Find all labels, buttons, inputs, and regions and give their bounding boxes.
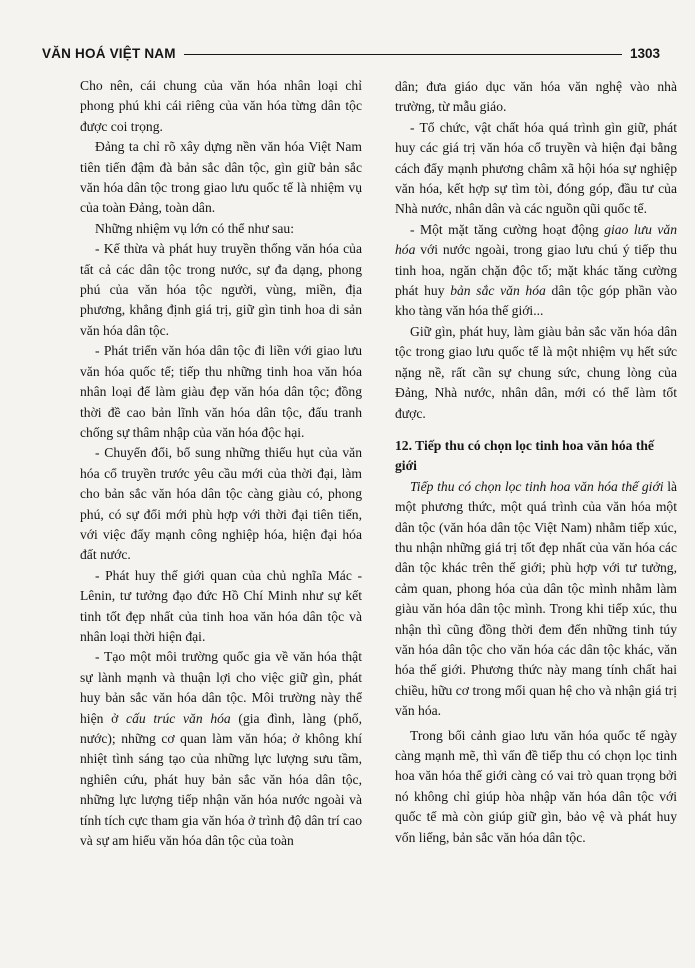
paragraph: Giữ gìn, phát huy, làm giàu bản sắc văn hóa dân tộc trong giao lưu quốc tế là một nhiệm vụ hết sức nặng nề, rất cần sự chung sức, chung lòng của Đảng, Nhà nước, nhân dân, mới có thể làm tốt được. [395, 323, 677, 421]
list-item: - Kế thừa và phát huy truyền thống văn hóa của tất cả các dân tộc trong nước, sự đa dạng, phong phú của văn hóa tộc người, vùng, miền, địa phương, khẳng định giá trị, giữ gìn tinh hoa di sản văn hóa dân tộc. [80, 241, 362, 338]
text-run: - Tạo một môi trường quốc gia về văn hóa thật sự lành mạnh và thuận lợi cho việc giữ gìn, phát huy bản sắc văn hóa dân tộc. Môi trường này thể hiện ở [80, 649, 362, 726]
list-item: - Phát huy thế giới quan của chủ nghĩa Mác - Lênin, tư tưởng đạo đức Hồ Chí Minh như sự kết tinh tốt đẹp nhất của tinh hoa văn hóa dân tộc và nhân loại thời hiện đại. [80, 567, 362, 644]
text-run: dân tộc góp phần vào kho tàng văn hóa thế giới... [395, 283, 677, 319]
page-number: 1303 [629, 45, 660, 61]
running-header [42, 42, 660, 64]
text-run: với nước ngoài, trong giao lưu chú ý tiếp thu tinh hoa, ngăn chặn độc tố; mặt khác tăng cường phát huy [395, 242, 677, 299]
italic-term: Tiếp thu có chọn lọc tinh hoa văn hóa thế giới [410, 478, 664, 494]
italic-term: cấu trúc văn hóa [126, 710, 231, 726]
text-run: - Một mặt tăng cường hoạt động [410, 221, 605, 237]
text-run: là một phương thức, một quá trình của văn hóa một dân tộc (văn hóa dân tộc Việt Nam) nhằm tiếp xúc, thu nhận những giá trị tốt đẹp nhất của văn hóa các dân tộc khác trên thế giới; phù hợp với tư tưởng, cảm quan, phong hóa của dân tộc mình nhằm làm giàu văn hóa dân tộc mình. Trong khi tiếp xúc, thu nhận thì cũng đồng thời đem đến những tinh túy văn hóa dân tộc cho văn hóa các dân tộc khác, văn hóa thế giới. Phương thức này mang tính chất hai chiều, hữu cơ trong mối quan hệ cho và nhận giá trị văn hóa. [395, 478, 678, 719]
list-item [80, 647, 362, 851]
list-item: - Phát triển văn hóa dân tộc đi liền với giao lưu văn hóa quốc tế; tiếp thu những tinh hoa văn hóa nhân loại để làm giàu đẹp văn hóa dân tộc; đồng thời đề cao bản lĩnh văn hóa dân tộc, đấu tranh chống sự thâm nhập của văn hóa độc hại. [80, 343, 362, 440]
text-run: (gia đình, làng (phố, nước); những cơ quan làm văn hóa; ở không khí nhiệt tình sáng tạo của những lực lượng sưu tầm, nghiên cứu, phát huy bản sắc văn hóa dân tộc, những lực lượng tiếp nhận văn hóa nước ngoài và tính tích cực tham gia văn hóa ở trình độ dân trí cao và sự am hiểu văn hóa dân tộc của toàn [80, 710, 362, 849]
paragraph: dân; đưa giáo dục văn hóa văn nghệ vào nhà trường, từ mẫu giáo. [395, 79, 677, 115]
italic-term: bản sắc văn hóa [450, 283, 546, 299]
paragraph: Đảng ta chỉ rõ xây dựng nền văn hóa Việt Nam tiên tiến đậm đà bản sắc dân tộc, gìn giữ bản sắc văn hóa dân tộc trong giao lưu quốc tế là nhiệm vụ của toàn Đảng, toàn dân. [80, 139, 362, 216]
paragraph: Cho nên, cái chung của văn hóa nhân loại chỉ phong phú khi cái riêng của văn hóa từng dân tộc được coi trọng. [80, 78, 362, 134]
paragraph: Trong bối cảnh giao lưu văn hóa quốc tế ngày càng mạnh mẽ, thì vấn đề tiếp thu có chọn lọc tinh hoa văn hóa thế giới càng có vai trò quan trọng bởi nó không chỉ giúp hòa nhập văn hóa dân tộc với quốc tế mà còn giúp giữ gìn, bảo vệ và phát huy vốn liếng, bản sắc văn hóa dân tộc. [395, 727, 677, 845]
paragraph [395, 477, 677, 722]
section-heading: 12. Tiếp thu có chọn lọc tinh hoa văn hóa thế giới [395, 437, 654, 474]
list-item: - Chuyển đổi, bổ sung những thiếu hụt của văn hóa cổ truyền trước yêu cầu mới của thời đại, làm cho bản sắc văn hóa dân tộc càng giàu có, phong phú, có sự đổi mới phù hợp với thời đại tiên tiến, với việc đẩy mạnh công nghiệp hóa, hiện đại hóa đất nước. [80, 445, 362, 563]
paragraph: Những nhiệm vụ lớn có thể như sau: [95, 220, 294, 236]
right-column [395, 77, 677, 848]
list-item [395, 220, 677, 322]
italic-term: giao lưu văn hóa [395, 221, 677, 258]
header-rule [184, 54, 622, 55]
left-column [80, 76, 362, 851]
book-title: VĂN HOÁ VIỆT NAM [42, 45, 176, 61]
list-item: - Tổ chức, vật chất hóa quá trình gìn giữ, phát huy các giá trị văn hóa cổ truyền và hiện đại bằng cách đẩy mạnh phương châm xã hội hóa sự nghiệp văn hóa, kết hợp sự tìm tòi, đóng góp, đầu tư của Nhà nước, nhân dân và các nguồn qũi quốc tế. [395, 119, 677, 217]
